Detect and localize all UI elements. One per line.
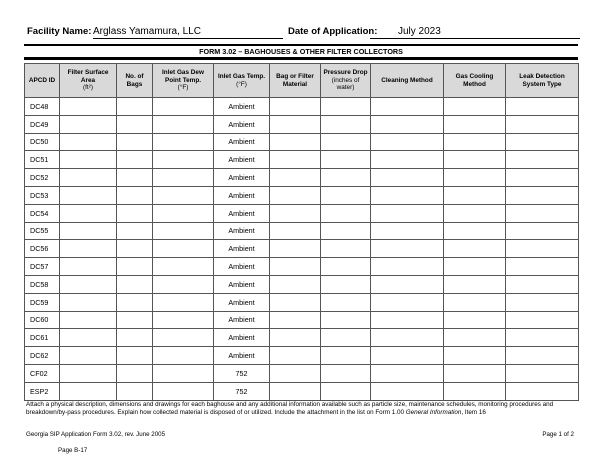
inlet-gas-temp-cell[interactable]: Ambient: [214, 133, 270, 151]
date-of-application-label: Date of Application:: [288, 26, 378, 37]
table-cell[interactable]: [153, 151, 214, 169]
table-cell[interactable]: [270, 382, 321, 400]
inlet-gas-temp-cell[interactable]: Ambient: [214, 293, 270, 311]
note-form-ref: General Information: [405, 409, 462, 417]
column-header: [444, 64, 506, 98]
table-cell[interactable]: [60, 151, 117, 169]
inlet-gas-temp-cell[interactable]: 752: [214, 364, 270, 382]
column-header-label: Inlet Gas Dew Point Temp.: [162, 69, 204, 84]
apcd-id-cell[interactable]: DC60: [25, 311, 60, 329]
table-cell[interactable]: [60, 222, 117, 240]
inlet-gas-temp-cell[interactable]: Ambient: [214, 240, 270, 258]
instructions-note: [26, 401, 578, 417]
table-cell[interactable]: [506, 311, 579, 329]
table-cell[interactable]: [270, 329, 321, 347]
table-cell[interactable]: [60, 382, 117, 400]
table-cell[interactable]: [153, 347, 214, 365]
table-cell[interactable]: [444, 169, 506, 187]
apcd-id-cell[interactable]: DC61: [25, 329, 60, 347]
table-cell[interactable]: [506, 151, 579, 169]
table-cell[interactable]: [60, 258, 117, 276]
table-cell[interactable]: [60, 347, 117, 365]
column-header-label: Filter Surface Area: [67, 69, 109, 84]
table-cell[interactable]: [371, 222, 444, 240]
table-cell[interactable]: [371, 133, 444, 151]
table-cell[interactable]: [444, 364, 506, 382]
table-cell[interactable]: [371, 98, 444, 116]
table-cell[interactable]: [444, 186, 506, 204]
table-cell[interactable]: [321, 133, 371, 151]
table-cell[interactable]: [153, 186, 214, 204]
inlet-gas-temp-cell[interactable]: Ambient: [214, 115, 270, 133]
table-cell[interactable]: [371, 293, 444, 311]
table-cell[interactable]: [444, 204, 506, 222]
table-cell[interactable]: [270, 204, 321, 222]
table-cell[interactable]: [60, 204, 117, 222]
table-cell[interactable]: [506, 186, 579, 204]
column-header-label: No. of Bags: [125, 73, 144, 88]
inlet-gas-temp-cell[interactable]: Ambient: [214, 329, 270, 347]
table-cell[interactable]: [321, 169, 371, 187]
table-cell[interactable]: [270, 186, 321, 204]
date-of-application-field[interactable]: July 2023: [370, 26, 580, 39]
table-cell[interactable]: [444, 382, 506, 400]
note-text: Attach a physical description, dimensions and drawings for each baghouse and any additional information available such as particle size, maintenance schedules, monitoring procedures and breakdown/by-pass procedures. Explain how collected material is disposed of or utilized. Include the attachment in the list on Form 1.00: [26, 401, 554, 417]
table-cell[interactable]: [153, 311, 214, 329]
table-cell[interactable]: [153, 222, 214, 240]
column-header-label: Cleaning Method: [381, 76, 433, 84]
table-cell[interactable]: [444, 98, 506, 116]
column-header: [371, 64, 444, 98]
table-row: [25, 293, 579, 311]
table-cell[interactable]: [60, 115, 117, 133]
table-cell[interactable]: [270, 293, 321, 311]
table-cell[interactable]: [506, 293, 579, 311]
inlet-gas-temp-cell[interactable]: Ambient: [214, 204, 270, 222]
table-cell[interactable]: [117, 151, 153, 169]
table-cell[interactable]: [321, 329, 371, 347]
table-row: [25, 329, 579, 347]
table-cell[interactable]: [506, 133, 579, 151]
table-row: [25, 133, 579, 151]
table-cell[interactable]: [506, 258, 579, 276]
top-rule: [24, 44, 578, 46]
table-cell[interactable]: [444, 133, 506, 151]
table-header-row: [25, 64, 579, 98]
table-cell[interactable]: [117, 311, 153, 329]
table-cell[interactable]: [506, 329, 579, 347]
table-row: [25, 98, 579, 116]
table-row: [25, 151, 579, 169]
table-cell[interactable]: [270, 169, 321, 187]
table-cell[interactable]: [60, 186, 117, 204]
footer-form-id: Georgia SIP Application Form 3.02, rev. June 2005: [26, 431, 166, 438]
table-cell[interactable]: [371, 311, 444, 329]
table-cell[interactable]: [60, 240, 117, 258]
table-cell[interactable]: [506, 382, 579, 400]
apcd-id-cell[interactable]: DC62: [25, 347, 60, 365]
table-cell[interactable]: [444, 293, 506, 311]
table-row: [25, 347, 579, 365]
table-cell[interactable]: [371, 329, 444, 347]
table-cell[interactable]: [153, 133, 214, 151]
facility-name-field[interactable]: Arglass Yamamura, LLC: [93, 26, 283, 39]
baghouse-table: [24, 63, 579, 401]
table-cell[interactable]: [60, 98, 117, 116]
form-title: FORM 3.02 – BAGHOUSES & OTHER FILTER COLLECTORS: [199, 47, 403, 56]
table-cell[interactable]: [321, 98, 371, 116]
apcd-id-cell[interactable]: DC56: [25, 240, 60, 258]
table-cell[interactable]: [270, 347, 321, 365]
table-row: [25, 382, 579, 400]
table-cell[interactable]: [371, 186, 444, 204]
table-cell[interactable]: [321, 151, 371, 169]
table-cell[interactable]: [321, 293, 371, 311]
table-cell[interactable]: [60, 169, 117, 187]
table-cell[interactable]: [321, 275, 371, 293]
table-cell[interactable]: [371, 275, 444, 293]
table-cell[interactable]: [153, 115, 214, 133]
table-body: [25, 98, 579, 401]
table-cell[interactable]: [321, 258, 371, 276]
table-cell[interactable]: [270, 240, 321, 258]
inlet-gas-temp-cell[interactable]: 752: [214, 382, 270, 400]
apcd-id-cell[interactable]: DC57: [25, 258, 60, 276]
table-cell[interactable]: [270, 364, 321, 382]
inlet-gas-temp-cell[interactable]: Ambient: [214, 186, 270, 204]
inlet-gas-temp-cell[interactable]: Ambient: [214, 258, 270, 276]
table-cell[interactable]: [270, 222, 321, 240]
table-cell[interactable]: [321, 364, 371, 382]
table-cell[interactable]: [506, 115, 579, 133]
table-cell[interactable]: [153, 364, 214, 382]
table-cell[interactable]: [117, 169, 153, 187]
inlet-gas-temp-cell[interactable]: Ambient: [214, 151, 270, 169]
table-cell[interactable]: [117, 204, 153, 222]
table-cell[interactable]: [60, 364, 117, 382]
title-rule: [24, 57, 578, 60]
table-cell[interactable]: [371, 364, 444, 382]
table-cell[interactable]: [270, 275, 321, 293]
table-cell[interactable]: [371, 382, 444, 400]
table-cell[interactable]: [506, 169, 579, 187]
column-header-unit: (inches of water): [331, 76, 360, 92]
table-cell[interactable]: [270, 115, 321, 133]
apcd-id-cell[interactable]: DC59: [25, 293, 60, 311]
apcd-id-cell[interactable]: DC54: [25, 204, 60, 222]
table-row: [25, 204, 579, 222]
column-header-label: Bag or Filter Material: [276, 73, 314, 88]
inlet-gas-temp-cell[interactable]: Ambient: [214, 311, 270, 329]
table-cell[interactable]: [444, 311, 506, 329]
table-cell[interactable]: [321, 240, 371, 258]
table-cell[interactable]: [153, 240, 214, 258]
column-header: [117, 64, 153, 98]
table-cell[interactable]: [444, 222, 506, 240]
table-cell[interactable]: [117, 98, 153, 116]
table-cell[interactable]: [270, 98, 321, 116]
table-cell[interactable]: [153, 98, 214, 116]
table-cell[interactable]: [506, 204, 579, 222]
table-row: [25, 364, 579, 382]
table-cell[interactable]: [60, 275, 117, 293]
table-cell[interactable]: [153, 275, 214, 293]
table-cell[interactable]: [270, 151, 321, 169]
table-cell[interactable]: [371, 347, 444, 365]
table-cell[interactable]: [270, 258, 321, 276]
table-cell[interactable]: [506, 364, 579, 382]
apcd-id-cell[interactable]: DC48: [25, 98, 60, 116]
table-cell[interactable]: [506, 98, 579, 116]
table-cell[interactable]: [321, 222, 371, 240]
table-cell[interactable]: [153, 382, 214, 400]
facility-name-label: Facility Name:: [27, 26, 92, 37]
table-cell[interactable]: [444, 329, 506, 347]
table-cell[interactable]: [506, 275, 579, 293]
table-cell[interactable]: [444, 240, 506, 258]
table-cell[interactable]: [371, 151, 444, 169]
column-header-unit: (°F): [177, 84, 189, 92]
inlet-gas-temp-cell[interactable]: Ambient: [214, 98, 270, 116]
table-cell[interactable]: [60, 311, 117, 329]
table-cell[interactable]: [117, 329, 153, 347]
column-header-unit: (ft²): [83, 84, 93, 92]
table-row: [25, 115, 579, 133]
table-cell[interactable]: [444, 115, 506, 133]
table-cell[interactable]: [60, 293, 117, 311]
table-cell[interactable]: [371, 258, 444, 276]
page-number: Page B-17: [58, 447, 88, 454]
note-text-end: , Item 16: [461, 409, 486, 417]
table-cell[interactable]: [321, 311, 371, 329]
table-row: [25, 311, 579, 329]
column-header-label: Leak Detection System Type: [519, 73, 565, 88]
table-cell[interactable]: [371, 240, 444, 258]
apcd-id-cell[interactable]: DC51: [25, 151, 60, 169]
table-cell[interactable]: [321, 186, 371, 204]
table-cell[interactable]: [153, 293, 214, 311]
table-cell[interactable]: [117, 293, 153, 311]
column-header-label: Inlet Gas Temp.: [217, 73, 266, 81]
table-cell[interactable]: [321, 382, 371, 400]
table-cell[interactable]: [117, 186, 153, 204]
table-cell[interactable]: [117, 275, 153, 293]
table-cell[interactable]: [371, 169, 444, 187]
table-cell[interactable]: [60, 133, 117, 151]
table-row: [25, 275, 579, 293]
table-cell[interactable]: [117, 347, 153, 365]
table-cell[interactable]: [321, 204, 371, 222]
table-cell[interactable]: [444, 151, 506, 169]
column-header: [506, 64, 579, 98]
column-header-label: APCD ID: [28, 76, 56, 84]
table-cell[interactable]: [371, 115, 444, 133]
column-header-label: Gas Cooling Method: [455, 73, 494, 88]
apcd-id-cell[interactable]: DC55: [25, 222, 60, 240]
table-cell[interactable]: [444, 275, 506, 293]
table-row: [25, 222, 579, 240]
apcd-id-cell[interactable]: ESP2: [25, 382, 60, 400]
table-cell[interactable]: [506, 222, 579, 240]
table-cell[interactable]: [321, 347, 371, 365]
table-row: [25, 169, 579, 187]
apcd-id-cell[interactable]: DC52: [25, 169, 60, 187]
column-header-label: Pressure Drop: [323, 69, 368, 77]
column-header: [214, 64, 270, 98]
table-cell[interactable]: [321, 115, 371, 133]
column-header: [153, 64, 214, 98]
table-cell[interactable]: [153, 169, 214, 187]
table-cell[interactable]: [117, 222, 153, 240]
table-cell[interactable]: [117, 133, 153, 151]
table-cell[interactable]: [270, 311, 321, 329]
inlet-gas-temp-cell[interactable]: Ambient: [214, 222, 270, 240]
table-cell[interactable]: [60, 329, 117, 347]
column-header: [25, 64, 60, 98]
apcd-id-cell[interactable]: CF02: [25, 364, 60, 382]
table-row: [25, 186, 579, 204]
table-cell[interactable]: [444, 347, 506, 365]
table-cell[interactable]: [444, 258, 506, 276]
table-cell[interactable]: [371, 204, 444, 222]
column-header: [321, 64, 371, 98]
table-cell[interactable]: [153, 258, 214, 276]
table-cell[interactable]: [506, 347, 579, 365]
table-row: [25, 240, 579, 258]
column-header: [60, 64, 117, 98]
apcd-id-cell[interactable]: DC53: [25, 186, 60, 204]
inlet-gas-temp-cell[interactable]: Ambient: [214, 169, 270, 187]
apcd-id-cell[interactable]: DC50: [25, 133, 60, 151]
table-cell[interactable]: [153, 204, 214, 222]
footer-page-count: Page 1 of 2: [542, 431, 574, 438]
table-cell[interactable]: [117, 115, 153, 133]
column-header: [270, 64, 321, 98]
table-cell[interactable]: [270, 133, 321, 151]
table-cell[interactable]: [506, 240, 579, 258]
table-cell[interactable]: [117, 240, 153, 258]
table-cell[interactable]: [117, 364, 153, 382]
inlet-gas-temp-cell[interactable]: Ambient: [214, 275, 270, 293]
table-cell[interactable]: [153, 329, 214, 347]
table-cell[interactable]: [117, 258, 153, 276]
apcd-id-cell[interactable]: DC58: [25, 275, 60, 293]
apcd-id-cell[interactable]: DC49: [25, 115, 60, 133]
table-cell[interactable]: [117, 382, 153, 400]
inlet-gas-temp-cell[interactable]: Ambient: [214, 347, 270, 365]
column-header-unit: (°F): [236, 80, 247, 88]
table-row: [25, 258, 579, 276]
